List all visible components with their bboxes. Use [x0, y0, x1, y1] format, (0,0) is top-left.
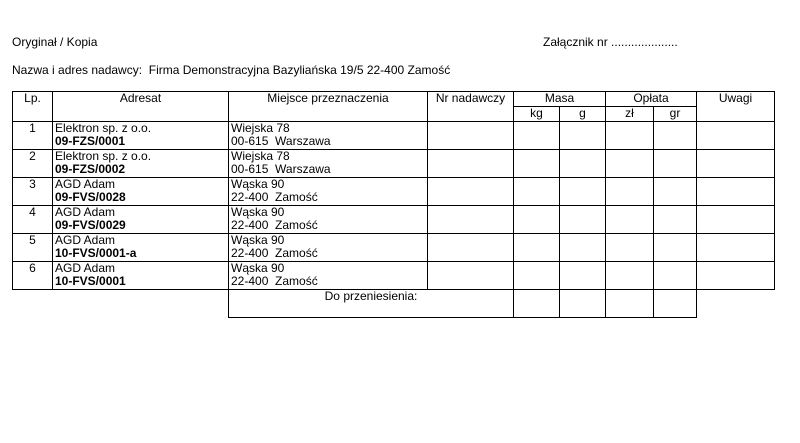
row-addressee	[53, 178, 229, 206]
col-sender-no: Nr nadawczy	[428, 92, 514, 122]
destination-city: 22-400 Zamość	[231, 274, 318, 288]
col-addressee: Adresat	[53, 92, 229, 122]
row-g	[560, 122, 606, 150]
col-mass: Masa	[514, 92, 606, 107]
sender-label: Nazwa i adres nadawcy:	[12, 63, 143, 77]
row-lp: 6	[13, 262, 53, 290]
row-destination	[229, 234, 428, 262]
row-g	[560, 150, 606, 178]
destination-city: 00-615 Warszawa	[231, 162, 331, 176]
carry-gr	[654, 290, 697, 318]
row-notes	[697, 262, 775, 290]
row-addressee	[53, 206, 229, 234]
table-row	[13, 178, 775, 206]
row-gr	[654, 262, 697, 290]
attachment-number: Załącznik nr ....................	[543, 35, 678, 49]
destination-street: Wiejska 78	[231, 149, 290, 163]
original-copy-label: Oryginał / Kopia	[12, 35, 98, 49]
sender-line	[12, 63, 450, 77]
table-row	[13, 262, 775, 290]
row-kg	[514, 206, 560, 234]
row-gr	[654, 122, 697, 150]
col-fee: Opłata	[606, 92, 697, 107]
addressee-code: 09-FVS/0029	[55, 218, 126, 232]
row-lp: 5	[13, 234, 53, 262]
row-sender-no	[428, 234, 514, 262]
row-destination	[229, 122, 428, 150]
addressee-name: AGD Adam	[55, 205, 116, 219]
col-zl: zł	[606, 107, 654, 122]
row-notes	[697, 234, 775, 262]
row-gr	[654, 206, 697, 234]
col-lp: Lp.	[13, 92, 53, 122]
header-row	[13, 92, 775, 107]
dispatch-table	[12, 91, 775, 318]
row-destination	[229, 262, 428, 290]
destination-city: 22-400 Zamość	[231, 218, 318, 232]
col-destination: Miejsce przeznaczenia	[229, 92, 428, 122]
row-kg	[514, 122, 560, 150]
row-destination	[229, 178, 428, 206]
row-kg	[514, 234, 560, 262]
addressee-name: AGD Adam	[55, 177, 116, 191]
destination-city: 22-400 Zamość	[231, 190, 318, 204]
destination-street: Wąska 90	[231, 261, 285, 275]
row-gr	[654, 234, 697, 262]
row-addressee	[53, 150, 229, 178]
row-kg	[514, 178, 560, 206]
row-addressee	[53, 122, 229, 150]
row-gr	[654, 178, 697, 206]
col-kg: kg	[514, 107, 560, 122]
row-zl	[606, 122, 654, 150]
row-sender-no	[428, 122, 514, 150]
destination-city: 00-615 Warszawa	[231, 134, 331, 148]
row-addressee	[53, 262, 229, 290]
row-zl	[606, 178, 654, 206]
sender-value: Firma Demonstracyjna Bazyliańska 19/5 22-400 Zamość	[148, 63, 451, 77]
col-gr: gr	[654, 107, 697, 122]
row-sender-no	[428, 206, 514, 234]
row-g	[560, 206, 606, 234]
carry-kg	[514, 290, 560, 318]
row-notes	[697, 150, 775, 178]
destination-street: Wąska 90	[231, 177, 285, 191]
row-g	[560, 178, 606, 206]
row-notes	[697, 206, 775, 234]
row-sender-no	[428, 262, 514, 290]
destination-street: Wiejska 78	[231, 121, 290, 135]
addressee-name: Elektron sp. z o.o.	[55, 121, 152, 135]
row-destination	[229, 206, 428, 234]
carry-g	[560, 290, 606, 318]
row-lp: 3	[13, 178, 53, 206]
table-row	[13, 150, 775, 178]
row-kg	[514, 262, 560, 290]
carry-over-label: Do przeniesienia:	[229, 290, 514, 318]
row-g	[560, 262, 606, 290]
table-row	[13, 234, 775, 262]
row-sender-no	[428, 150, 514, 178]
destination-street: Wąska 90	[231, 205, 285, 219]
row-kg	[514, 150, 560, 178]
destination-city: 22-400 Zamość	[231, 246, 318, 260]
addressee-code: 09-FVS/0028	[55, 190, 126, 204]
addressee-code: 10-FVS/0001-a	[55, 246, 137, 260]
row-g	[560, 234, 606, 262]
destination-street: Wąska 90	[231, 233, 285, 247]
addressee-name: Elektron sp. z o.o.	[55, 149, 152, 163]
addressee-name: AGD Adam	[55, 233, 116, 247]
addressee-code: 09-FZS/0002	[55, 162, 126, 176]
carry-over-row	[13, 290, 775, 318]
row-gr	[654, 150, 697, 178]
col-g: g	[560, 107, 606, 122]
row-lp: 1	[13, 122, 53, 150]
row-notes	[697, 178, 775, 206]
row-zl	[606, 206, 654, 234]
col-notes: Uwagi	[697, 92, 775, 122]
row-lp: 4	[13, 206, 53, 234]
addressee-name: AGD Adam	[55, 261, 116, 275]
carry-zl	[606, 290, 654, 318]
addressee-code: 09-FZS/0001	[55, 134, 126, 148]
row-lp: 2	[13, 150, 53, 178]
row-zl	[606, 150, 654, 178]
addressee-code: 10-FVS/0001	[55, 274, 126, 288]
table-row	[13, 206, 775, 234]
row-zl	[606, 262, 654, 290]
table-row	[13, 122, 775, 150]
row-notes	[697, 122, 775, 150]
row-zl	[606, 234, 654, 262]
row-sender-no	[428, 178, 514, 206]
row-destination	[229, 150, 428, 178]
row-addressee	[53, 234, 229, 262]
